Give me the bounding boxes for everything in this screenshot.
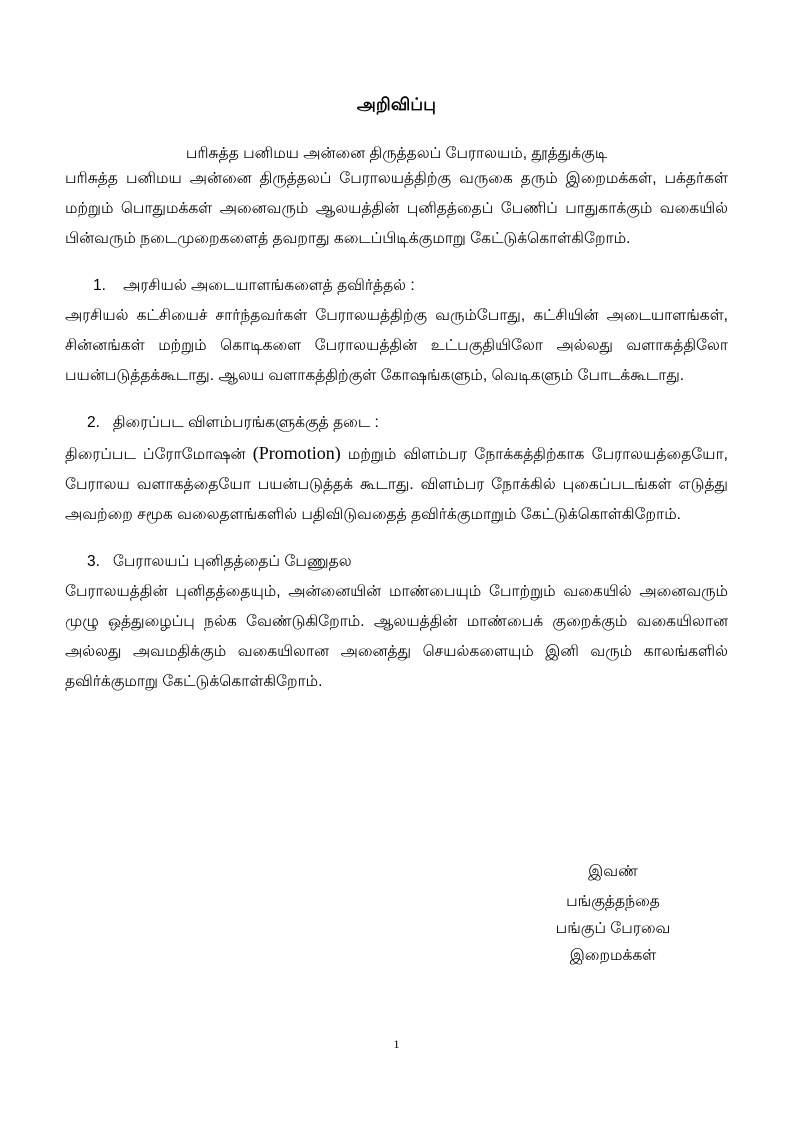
signature-line-4: இறைமக்கள்: [569, 947, 657, 964]
signature-line-2: பங்குத்தந்தை: [566, 893, 660, 910]
section-2-heading: [65, 408, 728, 438]
section-1-body: அரசியல் கட்சியைச் சார்ந்தவர்கள் பேராலயத்திற்கு வரும்போது, கட்சியின் அடையாளங்கள், சின்னங்கள் மற்றும் கொடிகளை பேராலயத்தின் உட்பகுதியிலோ அல்லது வளாகத்திலோ பயன்படுத்தக்கூடாது. ஆலய வளாகத்திற்குள் கோஷங்களும், வெடிகளும் போடக்கூடாது.: [65, 306, 728, 384]
section-2-body: [65, 438, 728, 530]
page-number: 1: [393, 1037, 400, 1051]
section-2-heading-text: திரைப்பட விளம்பரங்களுக்குத் தடை :: [112, 413, 379, 431]
document-subtitle: பரிசுத்த பனிமய அன்னை திருத்தலப் பேராலயம், தூத்துக்குடி: [185, 145, 608, 163]
document-content: [65, 0, 728, 697]
section-3-body: பேராலயத்தின் புனிதத்தையும், அன்னையின் மாண்பையும் போற்றும் வகையில் அனைவரும் முழு ஒத்துழைப்பு நல்க வேண்டுகிறோம். ஆலயத்தின் மாண்பைக் குறைக்கும் வகையிலான அல்லது அவமதிக்கும் வகையிலான அனைத்து செயல்களையும் இனி வரும் காலங்களில் தவிர்க்குமாறு கேட்டுக்கொள்கிறோம்.: [65, 582, 728, 690]
signature-block: [498, 858, 728, 969]
signature-line-3: பங்குப் பேரவை: [555, 920, 671, 937]
section-2-number: 2.: [87, 413, 100, 431]
page-title: அறிவிப்பு: [356, 95, 437, 114]
section-1-number: 1.: [93, 276, 106, 294]
section-3-number: 3.: [87, 552, 100, 570]
section-2-body-before: திரைப்பட ப்ரோமோஷன்: [65, 445, 253, 463]
section-1-heading: [65, 271, 728, 301]
signature-line-1: இவண்: [588, 863, 638, 880]
intro-paragraph: பரிசுத்த பனிமய அன்னை திருத்தலப் பேராலயத்திற்கு வருகை தரும் இறைமக்கள், பக்தர்கள் மற்றும் பொதுமக்கள் அனைவரும் ஆலயத்தின் புனிதத்தைப் பேணிப் பாதுகாக்கும் வகையில் பின்வரும் நடைமுறைகளைத் தவறாது கடைப்பிடிக்குமாறு கேட்டுக்கொள்கிறோம்.: [65, 169, 728, 247]
section-3-heading: [65, 547, 728, 577]
section-1-heading-text: அரசியல் அடையாளங்களைத் தவிர்த்தல் :: [123, 276, 415, 294]
section-3-heading-text: பேராலயப் புனிதத்தைப் பேணுதல: [112, 552, 352, 570]
promotion-latin-term: (Promotion): [252, 442, 341, 463]
section-2-body-after: மற்றும் விளம்பர நோக்கத்திற்காக பேராலயத்தையோ, பேராலய வளாகத்தையோ பயன்படுத்தக் கூடாது. விளம்பர நோக்கில் புகைப்படங்கள் எடுத்து அவற்றை சமூக வலைதளங்களில் பதிவிடுவதைத் தவிர்க்குமாறும் கேட்டுக்கொள்கிறோம்.: [65, 445, 728, 523]
